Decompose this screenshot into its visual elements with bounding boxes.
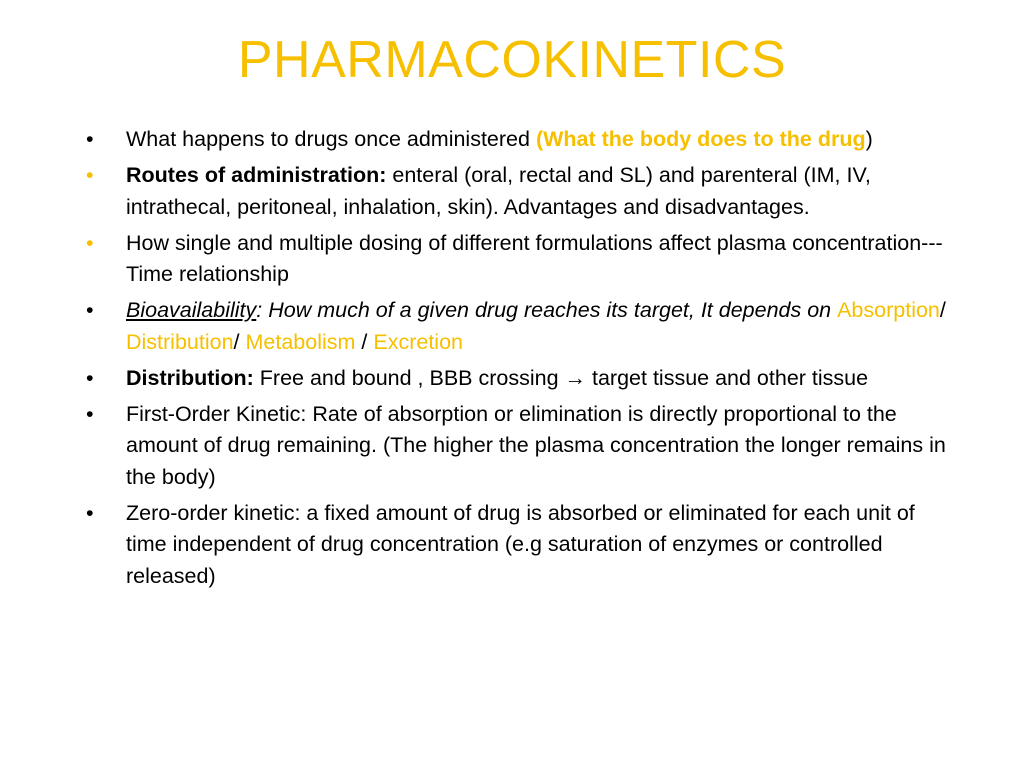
bullet-link-metabolism: Metabolism [245,329,356,354]
bullet-link-absorption: Absorption [837,298,940,322]
bullet-separator: / [233,329,246,354]
bullet-item [80,124,960,156]
bullet-item [80,399,960,494]
bullet-item [80,363,960,395]
bullet-item [80,295,960,358]
bullet-item [80,498,960,593]
bullet-text: Zero-order kinetic: a fixed amount of drug is absorbed or eliminated for each unit of time independent of drug concentration (e.g saturation of enzymes or controlled released) [126,500,915,588]
bullet-separator: / [939,298,946,322]
bullet-marker: • [86,127,94,151]
bullet-text: enteral (oral, rectal and SL) and parenteral (IM, IV, intrathecal, peritoneal, inhalation, skin). Advantages and disadvantages. [126,163,871,219]
bullet-link-distribution: Distribution [126,329,234,354]
bullet-text-close: ) [865,127,873,151]
bullet-item [80,228,960,291]
bullet-marker: • [86,500,94,525]
bullet-text: What happens to drugs once administered [126,127,536,151]
slide-title: PHARMACOKINETICS [237,31,787,89]
bullet-marker: • [86,298,94,322]
bullet-list [80,124,960,597]
bullet-item [80,160,960,223]
bullet-marker: • [86,230,94,255]
bullet-text: : How much of a given drug reaches its target, It depends on [256,298,838,322]
bullet-marker: • [86,365,94,390]
bullet-emphasis: (What the body does to the drug [535,127,866,151]
bullet-text: Free and bound , BBB crossing → target tissue and other tissue [253,365,869,390]
bullet-text: How single and multiple dosing of different formulations affect plasma concentration---Time relationship [126,230,943,286]
bullet-marker: • [86,401,94,426]
bullet-link-excretion: Excretion [373,329,463,354]
bullet-separator: / [355,329,374,354]
bullet-term: Bioavailability [126,298,257,322]
bullet-marker: • [86,163,94,187]
bullet-heading: Distribution: [126,365,254,390]
bullet-heading: Routes of administration: [126,163,387,187]
bullet-text: First-Order Kinetic: Rate of absorption or elimination is directly proportional to the amount of drug remaining. (The higher the plasma concentration the longer remains in the body) [126,401,946,489]
